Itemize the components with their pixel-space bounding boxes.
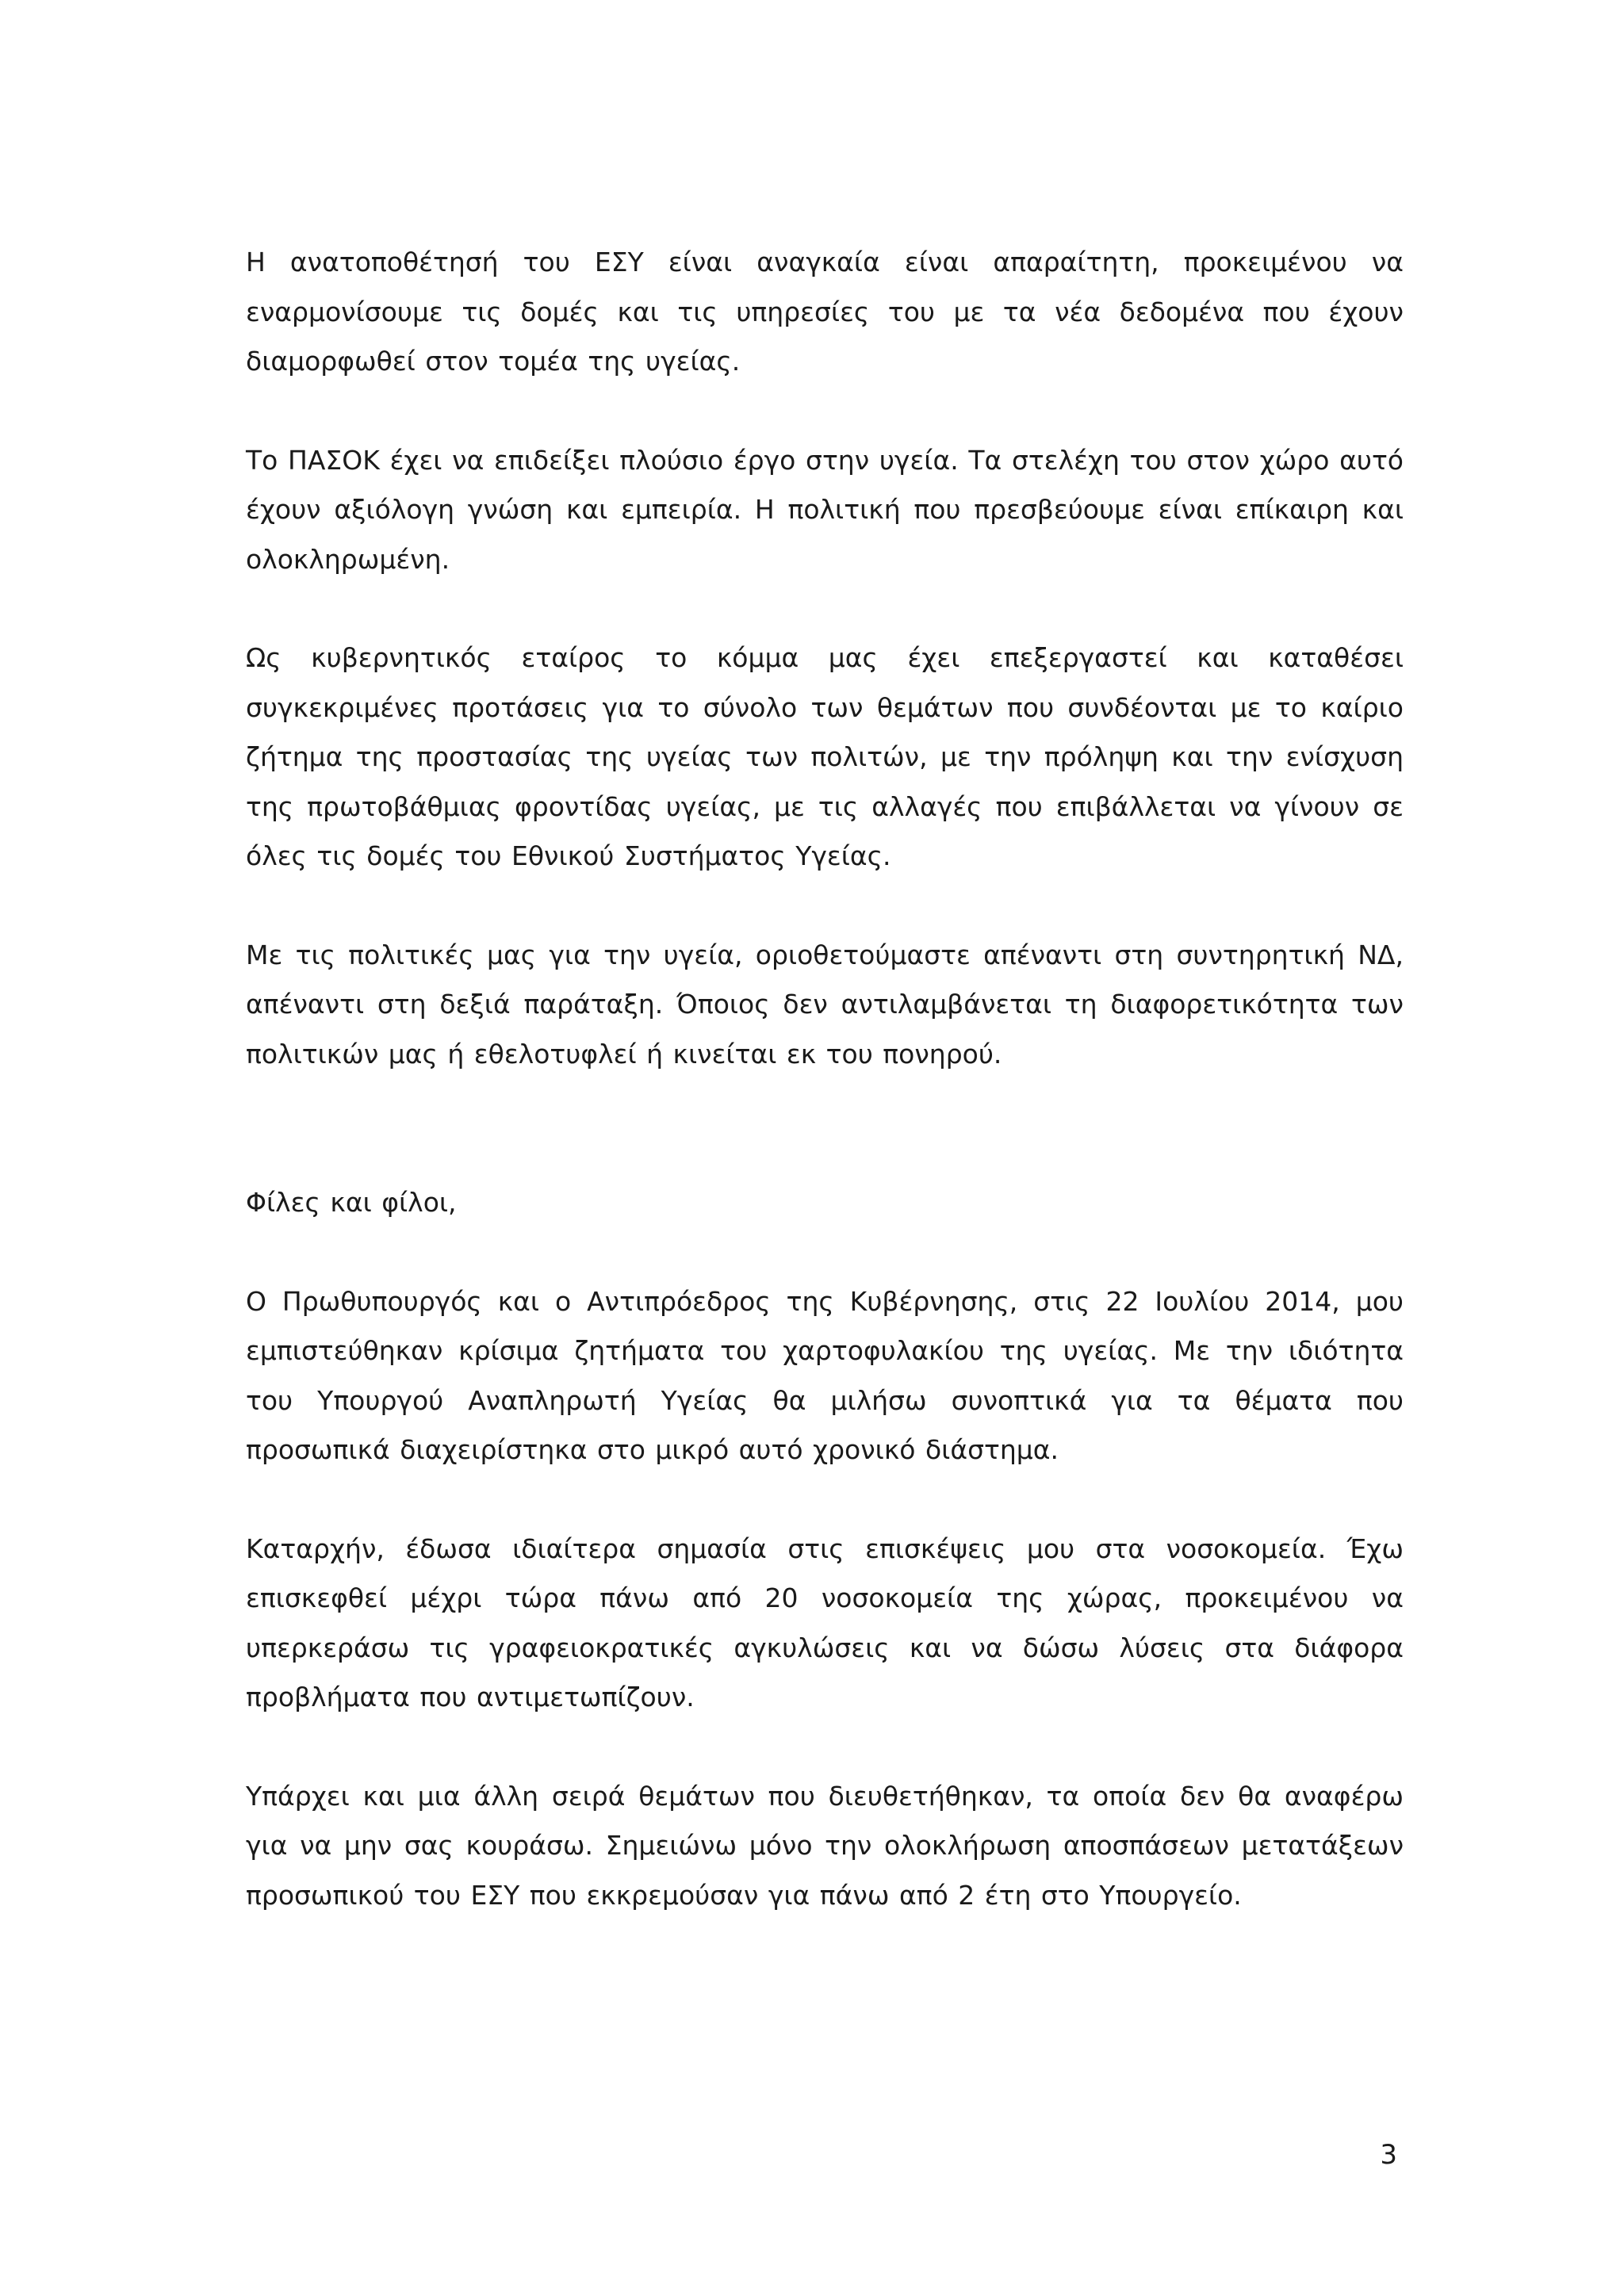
paragraph-spacer — [246, 584, 1404, 633]
paragraph-spacer — [246, 882, 1404, 931]
paragraph-spacer — [246, 1475, 1404, 1525]
paragraph-government-partner: Ως κυβερνητικός εταίρος το κόμμα μας έχει επεξεργαστεί και καταθέσει συγκεκριμένες προτάσεις για το σύνολο των θεμάτων που συνδέονται με το καίριο ζήτημα της προστασίας της υγείας των πολιτών, με την πρόληψη και την ενίσχυση της πρωτοβάθμιας φροντίδας υγείας, με τις αλλαγές που επιβάλλεται να γίνουν σε όλες τις δομές του Εθνικού Συστήματος Υγείας. — [246, 642, 1404, 871]
paragraph-spacer — [246, 387, 1404, 436]
paragraph-esy-repositioning: Η ανατοποθέτησή του ΕΣΥ είναι αναγκαία είναι απαραίτητη, προκειμένου να εναρμονίσουμε τις δομές και τις υπηρεσίες του με τα νέα δεδομένα που έχουν διαμορφωθεί στον τομέα της υγείας. — [246, 247, 1404, 377]
page-number: 3 — [1380, 2139, 1397, 2171]
salutation: Φίλες και φίλοι, — [246, 1187, 457, 1218]
paragraph-spacer — [246, 1723, 1404, 1772]
paragraph-spacer — [246, 1079, 1404, 1178]
paragraph-other-issues: Υπάρχει και μια άλλη σειρά θεμάτων που διευθετήθηκαν, τα οποία δεν θα αναφέρω για να μην σας κουράσω. Σημειώνω μόνο την ολοκλήρωση αποσπάσεων μετατάξεων προσωπικού του ΕΣΥ που εκκρεμούσαν για πάνω από 2 έτη στο Υπουργείο. — [246, 1780, 1404, 1911]
document-body — [246, 238, 1404, 1920]
paragraph-spacer — [246, 1228, 1404, 1277]
paragraph-prime-minister-assignment: Ο Πρωθυπουργός και ο Αντιπρόεδρος της Κυβέρνησης, στις 22 Ιουλίου 2014, μου εμπιστεύθηκαν κρίσιμα ζητήματα του χαρτοφυλακίου της υγείας. Με την ιδιότητα του Υπουργού Αναπληρωτή Υγείας θα μιλήσω συνοπτικά για τα θέματα που προσωπικά διαχειρίστηκα στο μικρό αυτό χρονικό διάστημα. — [246, 1285, 1404, 1465]
paragraph-hospital-visits: Καταρχήν, έδωσα ιδιαίτερα σημασία στις επισκέψεις μου στα νοσοκομεία. Έχω επισκεφθεί μέχρι τώρα πάνω από 20 νοσοκομεία της χώρας, προκειμένου να υπερκεράσω τις γραφειοκρατικές αγκυλώσεις και να δώσω λύσεις στα διάφορα προβλήματα που αντιμετωπίζουν. — [246, 1533, 1404, 1712]
paragraph-pasok-health-work: Το ΠΑΣΟΚ έχει να επιδείξει πλούσιο έργο στην υγεία. Τα στελέχη του στον χώρο αυτό έχουν αξιόλογη γνώση και εμπειρία. Η πολιτική που πρεσβεύουμε είναι επίκαιρη και ολοκληρωμένη. — [246, 444, 1404, 575]
paragraph-health-policies: Με τις πολιτικές μας για την υγεία, οριοθετούμαστε απέναντι στη συντηρητική ΝΔ, απέναντι στη δεξιά παράταξη. Όποιος δεν αντιλαμβάνεται τη διαφορετικότητα των πολιτικών μας ή εθελοτυφλεί ή κινείται εκ του πονηρού. — [246, 939, 1404, 1070]
